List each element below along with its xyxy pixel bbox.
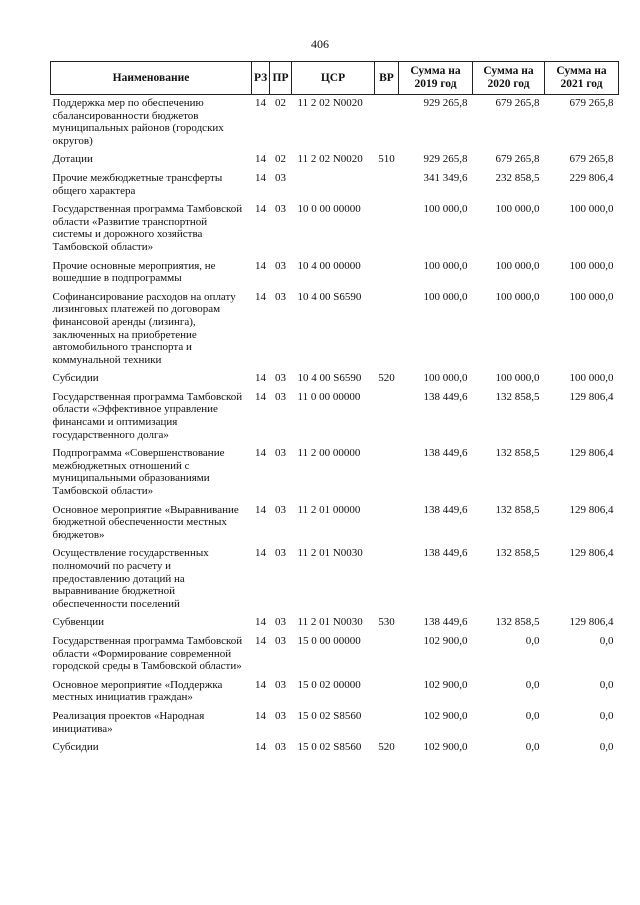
- row-vr: [375, 704, 399, 735]
- row-sum-2020: 132 858,5: [495, 616, 540, 629]
- row-sum-2021: 0,0: [599, 634, 614, 647]
- row-sum-2019: 138 449,6: [423, 503, 468, 516]
- row-name: Прочие основные мероприятия, не вошедшие в подпрограммы: [52, 259, 216, 285]
- row-vr: [375, 673, 399, 704]
- row-vr: [375, 197, 399, 253]
- row-sum-2020: 100 000,0: [495, 203, 540, 216]
- table-row: [51, 610, 619, 629]
- row-sum-2019: 100 000,0: [423, 259, 468, 272]
- row-vr: [375, 166, 399, 197]
- row-csr: 11 2 01 N0030: [297, 547, 363, 560]
- row-sum-2021: 100 000,0: [569, 372, 614, 385]
- header-vr: ВР: [375, 62, 399, 95]
- row-pr: 03: [275, 259, 286, 272]
- table-row: [51, 197, 619, 253]
- row-sum-2020: 132 858,5: [495, 503, 540, 516]
- row-sum-2021: 100 000,0: [569, 259, 614, 272]
- row-name: Реализация проектов «Народная инициатива»: [52, 709, 205, 735]
- row-vr: 530: [378, 616, 395, 629]
- table-row: [51, 95, 619, 148]
- row-rz: 14: [255, 634, 266, 647]
- row-pr: 03: [275, 634, 286, 647]
- header-name: Наименование: [51, 62, 252, 95]
- row-sum-2019: 102 900,0: [423, 678, 468, 691]
- row-sum-2021: 129 806,4: [569, 616, 614, 629]
- table-body: [51, 95, 619, 754]
- table-row: [51, 366, 619, 385]
- row-sum-2019: 138 449,6: [423, 616, 468, 629]
- row-sum-2020: 132 858,5: [495, 447, 540, 460]
- row-sum-2020: 132 858,5: [495, 390, 540, 403]
- row-sum-2019: 102 900,0: [423, 741, 468, 754]
- row-name: Субсидии: [52, 741, 99, 754]
- table-row: [51, 673, 619, 704]
- row-rz: 14: [255, 709, 266, 722]
- row-vr: 520: [378, 372, 395, 385]
- row-sum-2021: 0,0: [599, 741, 614, 754]
- row-rz: 14: [255, 203, 266, 216]
- row-csr: 11 2 02 N0020: [297, 153, 363, 166]
- table-row: [51, 254, 619, 285]
- row-sum-2019: 138 449,6: [423, 390, 468, 403]
- row-sum-2020: 100 000,0: [495, 290, 540, 303]
- row-pr: 02: [275, 153, 286, 166]
- row-sum-2020: 679 265,8: [495, 153, 540, 166]
- row-csr: 10 4 00 S6590: [297, 372, 362, 385]
- row-vr: [375, 254, 399, 285]
- row-csr: 10 0 00 00000: [297, 203, 361, 216]
- row-name: Основное мероприятие «Поддержка местных инициатив граждан»: [52, 678, 223, 704]
- row-vr: [375, 541, 399, 610]
- row-sum-2019: 929 265,8: [423, 97, 468, 109]
- row-pr: 03: [275, 372, 286, 385]
- row-name: Поддержка мер по обеспечению сбалансированности бюджетов муниципальных районов (городских округов): [52, 97, 224, 147]
- table-row: [51, 166, 619, 197]
- row-sum-2020: 100 000,0: [495, 372, 540, 385]
- row-name: Государственная программа Тамбовской области «Эффективное управление финансами и оптимизация государственного долга»: [52, 390, 243, 441]
- row-sum-2019: 102 900,0: [423, 634, 468, 647]
- row-sum-2020: 132 858,5: [495, 547, 540, 560]
- row-sum-2019: 929 265,8: [423, 153, 468, 166]
- row-sum-2021: 100 000,0: [569, 203, 614, 216]
- header-rz: РЗ: [252, 62, 270, 95]
- row-rz: 14: [255, 153, 266, 166]
- row-rz: 14: [255, 372, 266, 385]
- table-row: [51, 385, 619, 441]
- row-sum-2020: 0,0: [525, 634, 540, 647]
- row-csr: 15 0 00 00000: [297, 634, 361, 647]
- row-vr: [375, 95, 399, 148]
- row-name: Подпрограмма «Совершенствование межбюджетных отношений с муниципальными образованиями Тамбовской области»: [52, 447, 225, 498]
- row-rz: 14: [255, 503, 266, 516]
- row-csr: 15 0 02 S8560: [297, 709, 362, 722]
- row-rz: 14: [255, 97, 266, 109]
- row-vr: [375, 629, 399, 673]
- row-pr: 02: [275, 97, 286, 109]
- row-sum-2020: 679 265,8: [495, 97, 540, 109]
- row-rz: 14: [255, 447, 266, 460]
- row-sum-2021: 129 806,4: [569, 447, 614, 460]
- row-vr: [375, 385, 399, 441]
- row-rz: 14: [255, 390, 266, 403]
- header-sum-2021: Сумма на 2021 год: [545, 62, 619, 95]
- row-pr: 03: [275, 709, 286, 722]
- row-sum-2019: 100 000,0: [423, 372, 468, 385]
- row-rz: 14: [255, 290, 266, 303]
- row-rz: 14: [255, 171, 266, 184]
- row-name: Основное мероприятие «Выравнивание бюджетной обеспеченности местных бюджетов»: [52, 503, 239, 541]
- table-row: [51, 735, 619, 754]
- row-sum-2019: 100 000,0: [423, 203, 468, 216]
- row-sum-2021: 129 806,4: [569, 547, 614, 560]
- row-csr: 10 4 00 S6590: [297, 290, 362, 303]
- row-csr: 11 2 00 00000: [297, 447, 361, 460]
- table-row: [51, 285, 619, 367]
- row-pr: 03: [275, 741, 286, 754]
- row-sum-2021: 0,0: [599, 678, 614, 691]
- page-number: 406: [311, 37, 329, 51]
- row-pr: 03: [275, 290, 286, 303]
- row-name: Осуществление государственных полномочий по расчету и предоставлению дотаций на выравнивание бюджетной обеспеченности поселений: [52, 547, 209, 610]
- row-csr: 11 0 00 00000: [297, 390, 361, 403]
- row-sum-2020: 0,0: [525, 678, 540, 691]
- row-vr: [375, 441, 399, 497]
- row-pr: 03: [275, 390, 286, 403]
- row-sum-2021: 229 806,4: [569, 171, 614, 184]
- row-sum-2020: 0,0: [525, 709, 540, 722]
- table-header: [51, 62, 619, 95]
- row-sum-2020: 0,0: [525, 741, 540, 754]
- row-sum-2021: 100 000,0: [569, 290, 614, 303]
- table-row: [51, 498, 619, 542]
- row-sum-2019: 102 900,0: [423, 709, 468, 722]
- row-csr: 10 4 00 00000: [297, 259, 361, 272]
- row-csr: 11 2 01 N0030: [297, 616, 363, 629]
- row-pr: 03: [275, 447, 286, 460]
- row-name: Софинансирование расходов на оплату лизинговых платежей по договорам финансовой аренды (лизинга), заключенных на приобретение автомобильного транспорта и коммунальной техники: [52, 290, 236, 366]
- header-csr: ЦСР: [292, 62, 375, 95]
- row-name: Субсидии: [52, 372, 99, 385]
- row-sum-2021: 679 265,8: [569, 153, 614, 166]
- row-sum-2020: 232 858,5: [495, 171, 540, 184]
- row-csr: [292, 166, 375, 197]
- row-sum-2019: 138 449,6: [423, 447, 468, 460]
- row-rz: 14: [255, 547, 266, 560]
- row-csr: 11 2 02 N0020: [297, 97, 363, 109]
- row-csr: 15 0 02 S8560: [297, 741, 362, 754]
- row-pr: 03: [275, 616, 286, 629]
- table-row: [51, 441, 619, 497]
- row-rz: 14: [255, 678, 266, 691]
- row-sum-2021: 679 265,8: [569, 97, 614, 109]
- row-sum-2019: 341 349,6: [423, 171, 468, 184]
- budget-table: [50, 61, 619, 754]
- row-pr: 03: [275, 503, 286, 516]
- row-name: Государственная программа Тамбовской области «Формирование современной городской среды в Тамбовской области»: [52, 634, 243, 673]
- row-sum-2019: 100 000,0: [423, 290, 468, 303]
- table-row: [51, 541, 619, 610]
- row-sum-2021: 0,0: [599, 709, 614, 722]
- row-rz: 14: [255, 616, 266, 629]
- row-vr: 510: [378, 153, 395, 166]
- row-pr: 03: [275, 203, 286, 216]
- row-name: Прочие межбюджетные трансферты общего характера: [52, 171, 223, 197]
- row-sum-2021: 129 806,4: [569, 503, 614, 516]
- row-pr: 03: [275, 678, 286, 691]
- row-sum-2019: 138 449,6: [423, 547, 468, 560]
- row-sum-2021: 129 806,4: [569, 390, 614, 403]
- header-sum-2019: Сумма на 2019 год: [399, 62, 473, 95]
- row-csr: 11 2 01 00000: [297, 503, 361, 516]
- table-row: [51, 704, 619, 735]
- row-sum-2020: 100 000,0: [495, 259, 540, 272]
- row-name: Субвенции: [52, 616, 105, 629]
- header-pr: ПР: [270, 62, 292, 95]
- row-name: Государственная программа Тамбовской области «Развитие транспортной системы и дорожного хозяйства Тамбовской области»: [52, 203, 243, 253]
- row-pr: 03: [275, 171, 286, 184]
- table-row: [51, 629, 619, 673]
- table-row: [51, 147, 619, 166]
- header-sum-2020: Сумма на 2020 год: [473, 62, 545, 95]
- row-vr: 520: [378, 741, 395, 754]
- row-name: Дотации: [52, 153, 93, 166]
- row-vr: [375, 498, 399, 542]
- row-rz: 14: [255, 741, 266, 754]
- row-rz: 14: [255, 259, 266, 272]
- row-csr: 15 0 02 00000: [297, 678, 361, 691]
- row-vr: [375, 285, 399, 367]
- row-pr: 03: [275, 547, 286, 560]
